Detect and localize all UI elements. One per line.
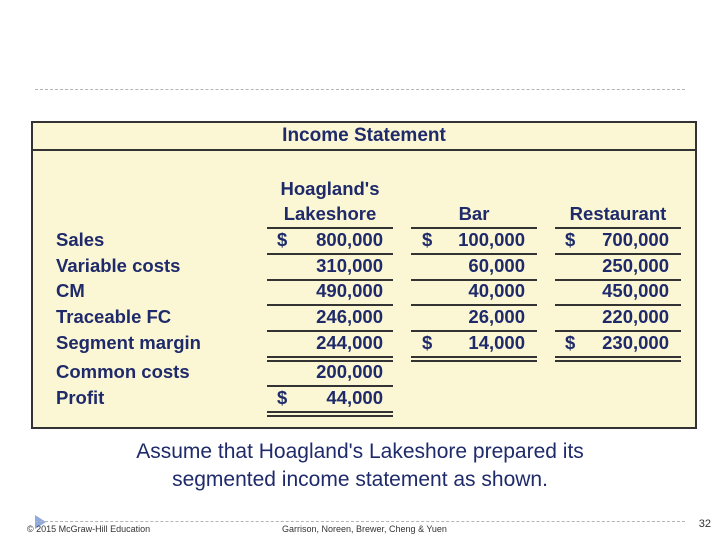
double-underline	[555, 356, 681, 362]
underline	[555, 279, 681, 281]
double-underline	[411, 356, 537, 362]
copyright-text: © 2015 McGraw-Hill Education	[27, 524, 151, 534]
row-label-variable-costs: Variable costs	[56, 255, 181, 276]
value-bar-cm: 40,000	[468, 280, 525, 301]
title-rule	[31, 149, 697, 151]
row-label-sales: Sales	[56, 229, 105, 250]
row-label-common-costs: Common costs	[56, 361, 190, 382]
header-hoagland-line2: Lakeshore	[283, 203, 377, 224]
value-restaurant-traceable-fc: 220,000	[602, 306, 669, 327]
value-hoagland-common-costs: 200,000	[316, 361, 383, 382]
header-bar: Bar	[458, 203, 490, 224]
dollar-sign: $	[277, 229, 288, 250]
caption	[60, 438, 660, 494]
value-bar-traceable-fc: 26,000	[468, 306, 525, 327]
row-label-traceable-fc: Traceable FC	[56, 306, 172, 327]
underline	[267, 330, 393, 332]
underline	[267, 253, 393, 255]
underline	[411, 304, 537, 306]
income-statement-panel	[31, 121, 697, 429]
value-restaurant-segment-margin: 230,000	[602, 332, 669, 353]
page-number: 32	[698, 518, 711, 530]
row-label-profit: Profit	[56, 387, 105, 408]
dollar-sign: $	[565, 229, 576, 250]
value-hoagland-cm: 490,000	[316, 280, 383, 301]
underline	[555, 304, 681, 306]
double-underline	[267, 356, 393, 362]
value-restaurant-sales: 700,000	[602, 229, 669, 250]
value-bar-sales: 100,000	[458, 229, 525, 250]
underline	[267, 279, 393, 281]
value-restaurant-variable-costs: 250,000	[602, 255, 669, 276]
top-divider	[35, 89, 685, 90]
row-label-segment-margin: Segment margin	[56, 332, 201, 353]
value-hoagland-sales: 800,000	[316, 229, 383, 250]
header-hoagland-line1: Hoagland's	[280, 178, 380, 199]
dollar-sign: $	[277, 387, 288, 408]
underline	[555, 253, 681, 255]
underline	[411, 279, 537, 281]
dollar-sign: $	[422, 332, 433, 353]
dollar-sign: $	[565, 332, 576, 353]
bottom-divider	[35, 521, 685, 522]
value-bar-segment-margin: 14,000	[468, 332, 525, 353]
row-label-cm: CM	[56, 280, 85, 301]
double-underline	[267, 411, 393, 417]
value-restaurant-cm: 450,000	[602, 280, 669, 301]
value-hoagland-variable-costs: 310,000	[316, 255, 383, 276]
caption-line-2: segmented income statement as shown.	[172, 468, 548, 491]
dollar-sign: $	[422, 229, 433, 250]
underline	[411, 253, 537, 255]
header-restaurant: Restaurant	[569, 203, 667, 224]
underline	[267, 385, 393, 387]
underline	[267, 304, 393, 306]
authors-text: Garrison, Noreen, Brewer, Cheng & Yuen	[282, 524, 447, 534]
value-hoagland-traceable-fc: 246,000	[316, 306, 383, 327]
value-bar-variable-costs: 60,000	[468, 255, 525, 276]
value-hoagland-profit: 44,000	[326, 387, 383, 408]
underline	[411, 330, 537, 332]
panel-title: Income Statement	[282, 125, 446, 146]
caption-line-1: Assume that Hoagland's Lakeshore prepared its	[136, 440, 584, 463]
underline	[555, 330, 681, 332]
value-hoagland-segment-margin: 244,000	[316, 332, 383, 353]
